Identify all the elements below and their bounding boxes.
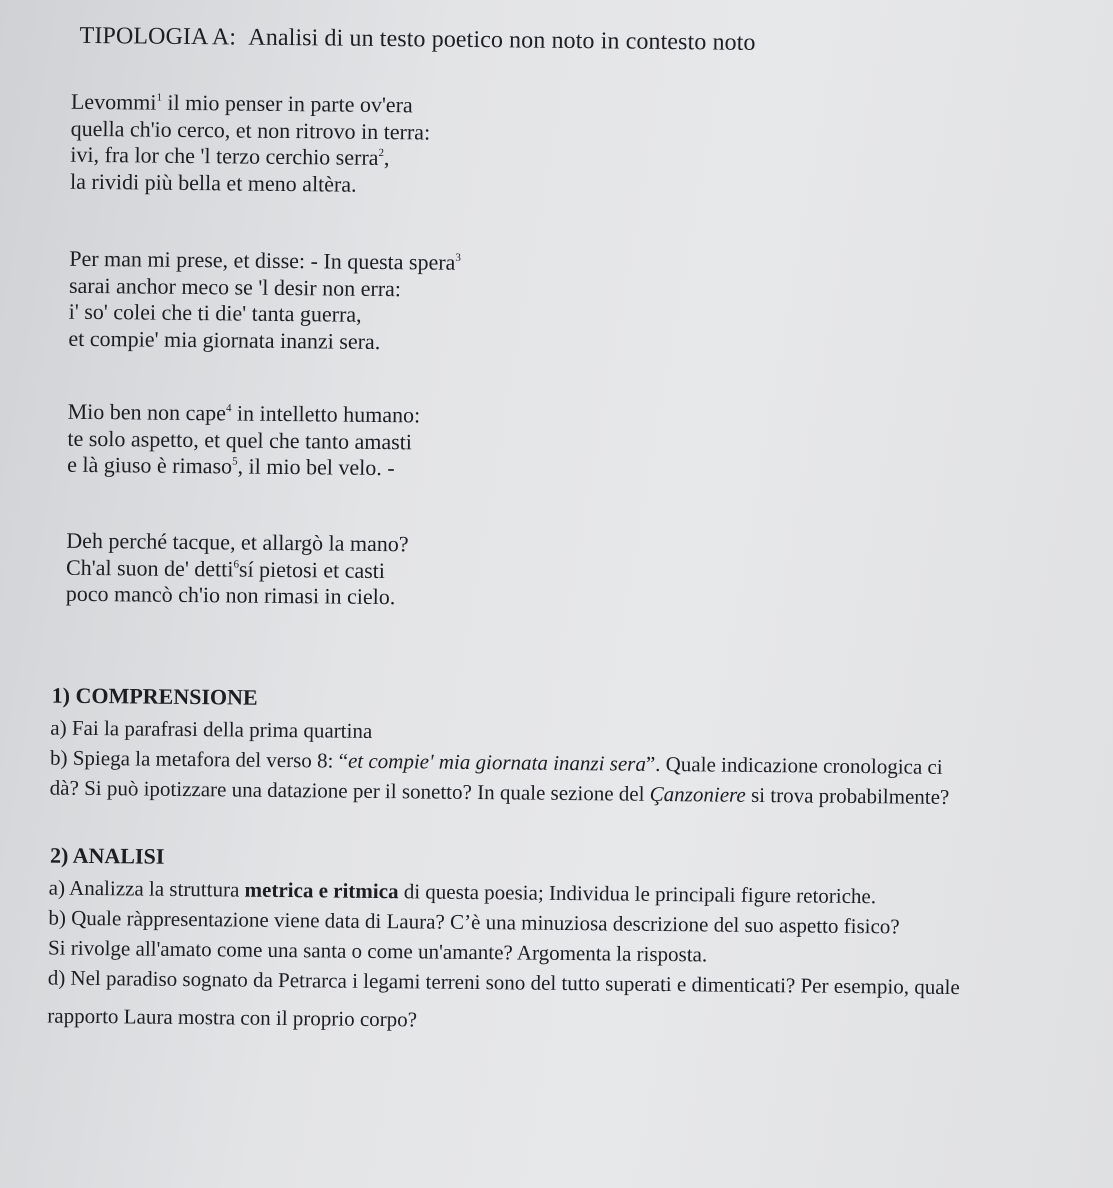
poem-line: te solo aspetto, et quel che tanto amasti [67, 425, 413, 454]
poem-line: Ch'al suon de' detti$^6$sí pietosi et casti [65, 554, 386, 583]
poem-stanza-3 [67, 399, 420, 482]
poem-line: quella ch'io cerco, et non ritrovo in terra: [70, 115, 431, 145]
poem-line: sarai anchor meco se 'l desir non erra: [68, 272, 402, 301]
poem-stanza-1 [70, 89, 431, 199]
question-b: b) Quale ràppresentazione viene data di Laura? C’è una minuziosa descrizione del suo aspetto fisico? [48, 905, 900, 939]
page-title [79, 23, 755, 57]
section-analisi-questions [47, 873, 1109, 1042]
poem-stanza-4 [66, 528, 409, 611]
question-d: d) Nel paradiso sognato da Petrarca i legami terreni sono del tutto superati e dimenticati? Per esempio, quale [47, 965, 960, 1000]
footnote-marker: 3 [455, 251, 461, 264]
title-label: TIPOLOGIA A: [79, 22, 237, 51]
section-comprensione-questions [50, 713, 1111, 814]
poem-line: e là giuso è rimaso$^5$, il mio bel velo. - [67, 451, 395, 481]
question-b-continued: dà? Si può ipotizzare una datazione per il sonetto? In quale sezione del Çanzoniere si trova probabilmente? [49, 775, 950, 809]
poem-stanza-2 [68, 246, 461, 356]
footnote-marker: 1 [156, 91, 163, 104]
quote-text: et compie' mia giornata inanzi sera [347, 748, 647, 776]
poem-line: ivi, fra lor che 'l terzo cerchio serra$^2$, [70, 141, 390, 171]
footnote-marker: 2 [378, 146, 385, 160]
poem-line: poco mancò ch'io non rimasi in cielo. [65, 580, 396, 610]
footnote-marker: 5 [232, 455, 238, 468]
title-text: Analisi di un testo poetico non noto in contesto noto [248, 24, 756, 56]
footnote-marker: 6 [233, 557, 240, 571]
footnote-marker: 4 [225, 402, 232, 415]
section-heading-analisi: 2) ANALISI [49, 842, 165, 869]
poem-line: Deh perché tacque, et allargò la mano? [66, 527, 409, 557]
canzoniere-title: Çanzoniere [649, 781, 746, 807]
question-a: a) Fai la parafrasi della prima quartina [50, 715, 373, 743]
poem-line: la rividi più bella et meno altèra. [69, 168, 357, 197]
question-d-continued: rapporto Laura mostra con il proprio corpo? [47, 1003, 418, 1032]
poem-line: Levommi$^1$ il mio penser in parte ov'era [70, 88, 413, 118]
poem-line: i' so' colei che ti die' tanta guerra, [68, 298, 362, 327]
question-a: a) Analizza la struttura metrica e ritmica di questa poesia; Individua le principali figure retoriche. [48, 875, 877, 909]
question-b: b) Spiega la metafora del verso 8: “et compie' mia giornata inanzi sera”. Quale indicazione cronologica ci [49, 745, 943, 779]
section-heading-comprensione: 1) COMPRENSIONE [51, 682, 258, 710]
question-b-continued: Si rivolge all'amato come una santa o come un'amante? Argomenta la risposta. [47, 935, 708, 967]
poem-line: Mio ben non cape$^4$ in intelletto humano: [67, 398, 421, 428]
poem-line: et compie' mia giornata inanzi sera. [68, 325, 381, 354]
bold-emphasis: metrica e ritmica [244, 877, 399, 904]
poem-line: Per man mi prese, et disse: - In questa spera$^3$ [69, 245, 461, 275]
